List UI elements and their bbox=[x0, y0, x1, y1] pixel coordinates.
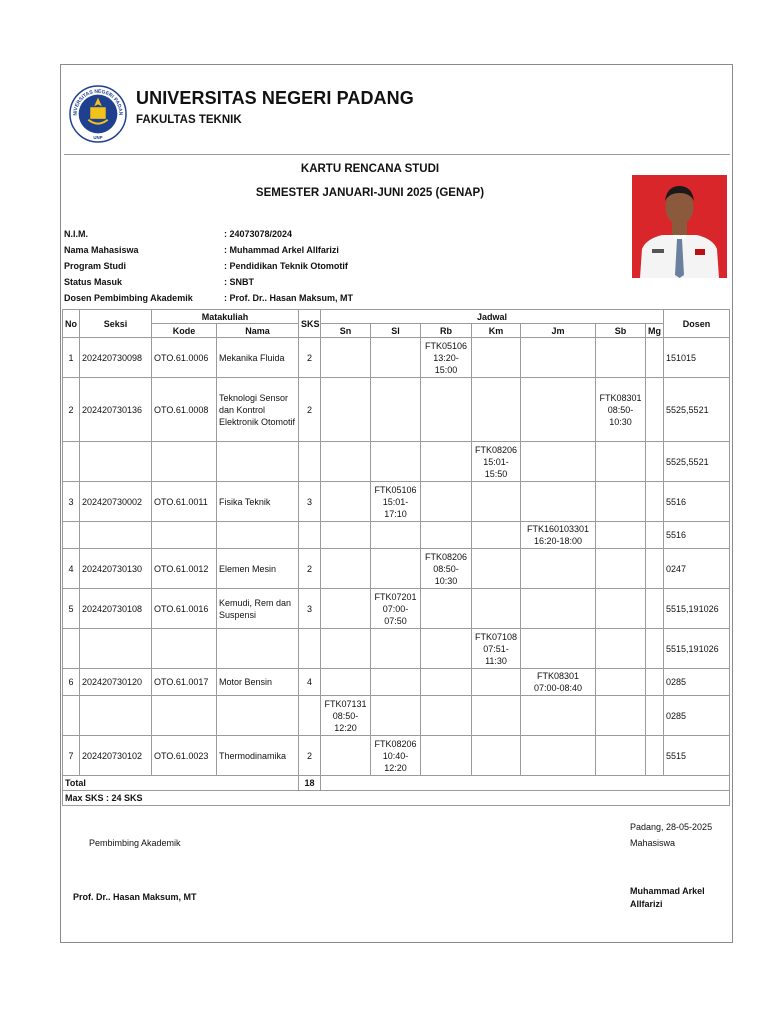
cell-schedule bbox=[596, 736, 646, 776]
table-row bbox=[63, 338, 730, 378]
cell-schedule bbox=[596, 482, 646, 522]
identity-value: : 24073078/2024 bbox=[224, 229, 293, 239]
cell-dosen: 0285 bbox=[664, 696, 730, 736]
cell-kode: OTO.61.0023 bbox=[152, 736, 217, 776]
cell-schedule bbox=[421, 522, 472, 549]
cell-kode: OTO.61.0011 bbox=[152, 482, 217, 522]
cell-schedule bbox=[596, 629, 646, 669]
advisor-name: Prof. Dr.. Hasan Maksum, MT bbox=[73, 892, 197, 902]
student-role: Mahasiswa bbox=[630, 838, 676, 848]
table-row bbox=[63, 378, 730, 442]
course-table bbox=[62, 309, 730, 806]
cell-schedule bbox=[472, 549, 521, 589]
table-subheader-row bbox=[63, 324, 730, 338]
cell-nama bbox=[217, 522, 299, 549]
cell-sks: 3 bbox=[299, 589, 321, 629]
cell-schedule: FTK08206 10:40-12:20 bbox=[371, 736, 421, 776]
cell-seksi: 202420730108 bbox=[80, 589, 152, 629]
cell-schedule bbox=[472, 589, 521, 629]
university-name: UNIVERSITAS NEGERI PADANG bbox=[136, 88, 414, 108]
cell-schedule bbox=[321, 482, 371, 522]
col-day: Rb bbox=[421, 324, 472, 338]
cell-kode: OTO.61.0016 bbox=[152, 589, 217, 629]
cell-schedule: FTK08206 15:01-15:50 bbox=[472, 442, 521, 482]
cell-schedule bbox=[472, 669, 521, 696]
cell-schedule bbox=[371, 378, 421, 442]
cell-schedule bbox=[472, 338, 521, 378]
cell-schedule bbox=[421, 629, 472, 669]
identity-label: N.I.M. bbox=[64, 229, 88, 239]
cell-schedule bbox=[472, 696, 521, 736]
cell-dosen: 5525,5521 bbox=[664, 378, 730, 442]
col-day: Jm bbox=[521, 324, 596, 338]
cell-seksi: 202420730102 bbox=[80, 736, 152, 776]
cell-nama bbox=[217, 696, 299, 736]
cell-kode bbox=[152, 696, 217, 736]
col-nama: Nama bbox=[217, 324, 299, 338]
total-label: Total bbox=[63, 776, 299, 791]
cell-schedule bbox=[521, 482, 596, 522]
cell-nama: Teknologi Sensor dan Kontrol Elektronik Otomotif bbox=[217, 378, 299, 442]
cell-sks: 2 bbox=[299, 736, 321, 776]
cell-schedule bbox=[596, 338, 646, 378]
cell-schedule bbox=[646, 736, 664, 776]
cell-seksi: 202420730098 bbox=[80, 338, 152, 378]
cell-sks: 3 bbox=[299, 482, 321, 522]
cell-kode bbox=[152, 522, 217, 549]
cell-schedule bbox=[521, 736, 596, 776]
cell-dosen: 5525,5521 bbox=[664, 442, 730, 482]
cell-dosen: 5515,191026 bbox=[664, 629, 730, 669]
table-row bbox=[63, 736, 730, 776]
table-row bbox=[63, 482, 730, 522]
cell-schedule bbox=[371, 522, 421, 549]
cell-schedule bbox=[321, 549, 371, 589]
cell-schedule bbox=[646, 378, 664, 442]
cell-schedule bbox=[472, 482, 521, 522]
cell-seksi bbox=[80, 522, 152, 549]
logo-text: NIVERSITAS NEGERI PADAN bbox=[72, 88, 124, 116]
cell-schedule bbox=[646, 338, 664, 378]
cell-schedule bbox=[321, 442, 371, 482]
cell-schedule bbox=[646, 589, 664, 629]
cell-schedule bbox=[421, 589, 472, 629]
cell-dosen: 5516 bbox=[664, 482, 730, 522]
cell-schedule bbox=[321, 669, 371, 696]
cell-schedule bbox=[472, 378, 521, 442]
max-sks: Max SKS : 24 SKS bbox=[63, 791, 730, 806]
cell-schedule bbox=[371, 696, 421, 736]
col-matakuliah: Matakuliah bbox=[152, 310, 299, 324]
col-sks: SKS bbox=[299, 310, 321, 338]
cell-schedule bbox=[321, 338, 371, 378]
cell-schedule bbox=[371, 629, 421, 669]
col-day: Km bbox=[472, 324, 521, 338]
cell-seksi bbox=[80, 629, 152, 669]
cell-schedule bbox=[646, 549, 664, 589]
advisor-role: Pembimbing Akademik bbox=[89, 838, 181, 848]
table-row bbox=[63, 522, 730, 549]
identity-value: : SNBT bbox=[224, 277, 254, 287]
identity-label: Status Masuk bbox=[64, 277, 123, 287]
cell-sks bbox=[299, 442, 321, 482]
student-name-line-2: Allfarizi bbox=[630, 899, 663, 909]
cell-schedule bbox=[596, 442, 646, 482]
cell-kode bbox=[152, 629, 217, 669]
cell-schedule bbox=[521, 442, 596, 482]
col-seksi: Seksi bbox=[80, 310, 152, 338]
cell-schedule bbox=[472, 522, 521, 549]
identity-value: : Pendidikan Teknik Otomotif bbox=[224, 261, 348, 271]
cell-schedule bbox=[596, 549, 646, 589]
cell-seksi: 202420730130 bbox=[80, 549, 152, 589]
cell-schedule bbox=[521, 696, 596, 736]
cell-schedule bbox=[646, 442, 664, 482]
cell-no bbox=[63, 696, 80, 736]
cell-schedule: FTK07108 07:51-11:30 bbox=[472, 629, 521, 669]
cell-no bbox=[63, 522, 80, 549]
total-filler bbox=[321, 776, 730, 791]
cell-schedule: FTK05106 15:01-17:10 bbox=[371, 482, 421, 522]
cell-sks bbox=[299, 696, 321, 736]
cell-schedule bbox=[596, 696, 646, 736]
cell-schedule: FTK05106 13:20-15:00 bbox=[421, 338, 472, 378]
table-row bbox=[63, 629, 730, 669]
cell-no bbox=[63, 629, 80, 669]
cell-no: 7 bbox=[63, 736, 80, 776]
cell-schedule bbox=[371, 549, 421, 589]
cell-dosen: 5515,191026 bbox=[664, 589, 730, 629]
cell-seksi bbox=[80, 696, 152, 736]
col-jadwal: Jadwal bbox=[321, 310, 664, 324]
cell-schedule: FTK07131 08:50-12:20 bbox=[321, 696, 371, 736]
cell-dosen: 0285 bbox=[664, 669, 730, 696]
cell-nama: Motor Bensin bbox=[217, 669, 299, 696]
cell-kode: OTO.61.0008 bbox=[152, 378, 217, 442]
cell-no bbox=[63, 442, 80, 482]
cell-schedule bbox=[421, 696, 472, 736]
cell-schedule bbox=[321, 736, 371, 776]
max-sks-row bbox=[63, 791, 730, 806]
table-row bbox=[63, 669, 730, 696]
cell-schedule bbox=[596, 589, 646, 629]
cell-schedule bbox=[371, 338, 421, 378]
cell-sks: 2 bbox=[299, 338, 321, 378]
identity-label: Program Studi bbox=[64, 261, 127, 271]
cell-no: 3 bbox=[63, 482, 80, 522]
col-kode: Kode bbox=[152, 324, 217, 338]
table-row bbox=[63, 442, 730, 482]
cell-nama bbox=[217, 629, 299, 669]
cell-no: 6 bbox=[63, 669, 80, 696]
cell-schedule bbox=[421, 378, 472, 442]
cell-schedule bbox=[521, 338, 596, 378]
col-day: Sb bbox=[596, 324, 646, 338]
cell-dosen: 5515 bbox=[664, 736, 730, 776]
header-divider bbox=[64, 154, 730, 155]
identity-label: Dosen Pembimbing Akademik bbox=[64, 293, 193, 303]
col-day: Mg bbox=[646, 324, 664, 338]
cell-schedule: FTK08206 08:50-10:30 bbox=[421, 549, 472, 589]
cell-dosen: 0247 bbox=[664, 549, 730, 589]
cell-schedule bbox=[321, 589, 371, 629]
cell-nama: Kemudi, Rem dan Suspensi bbox=[217, 589, 299, 629]
cell-schedule bbox=[646, 482, 664, 522]
cell-no: 4 bbox=[63, 549, 80, 589]
student-photo bbox=[632, 175, 727, 278]
cell-kode: OTO.61.0012 bbox=[152, 549, 217, 589]
table-row bbox=[63, 589, 730, 629]
cell-schedule bbox=[521, 549, 596, 589]
cell-schedule bbox=[472, 736, 521, 776]
col-no: No bbox=[63, 310, 80, 338]
cell-schedule bbox=[421, 482, 472, 522]
cell-schedule bbox=[596, 522, 646, 549]
document-title: KARTU RENCANA STUDI bbox=[300, 163, 440, 175]
cell-nama: Elemen Mesin bbox=[217, 549, 299, 589]
place-date: Padang, 28-05-2025 bbox=[630, 822, 713, 832]
logo-sub: UNP bbox=[93, 135, 103, 141]
cell-no: 5 bbox=[63, 589, 80, 629]
cell-schedule bbox=[321, 522, 371, 549]
table-row bbox=[63, 549, 730, 589]
cell-schedule: FTK08301 08:50-10:30 bbox=[596, 378, 646, 442]
cell-sks: 4 bbox=[299, 669, 321, 696]
col-dosen: Dosen bbox=[664, 310, 730, 338]
cell-seksi: 202420730120 bbox=[80, 669, 152, 696]
faculty-name: FAKULTAS TEKNIK bbox=[136, 114, 242, 126]
cell-seksi: 202420730002 bbox=[80, 482, 152, 522]
cell-nama: Thermodinamika bbox=[217, 736, 299, 776]
university-logo bbox=[69, 85, 127, 143]
cell-sks: 2 bbox=[299, 378, 321, 442]
cell-schedule bbox=[371, 442, 421, 482]
cell-schedule bbox=[646, 669, 664, 696]
cell-no: 2 bbox=[63, 378, 80, 442]
cell-kode: OTO.61.0006 bbox=[152, 338, 217, 378]
cell-nama: Mekanika Fluida bbox=[217, 338, 299, 378]
total-sks: 18 bbox=[299, 776, 321, 791]
cell-schedule bbox=[521, 629, 596, 669]
total-row bbox=[63, 776, 730, 791]
semester-title: SEMESTER JANUARI-JUNI 2025 (GENAP) bbox=[255, 187, 485, 199]
cell-dosen: 5516 bbox=[664, 522, 730, 549]
cell-nama: Fisika Teknik bbox=[217, 482, 299, 522]
cell-schedule: FTK08301 07:00-08:40 bbox=[521, 669, 596, 696]
cell-schedule bbox=[646, 696, 664, 736]
student-name-line-1: Muhammad Arkel bbox=[630, 886, 705, 896]
cell-schedule bbox=[646, 522, 664, 549]
cell-sks bbox=[299, 522, 321, 549]
cell-schedule bbox=[371, 669, 421, 696]
cell-nama bbox=[217, 442, 299, 482]
cell-schedule bbox=[421, 442, 472, 482]
identity-value: : Prof. Dr.. Hasan Maksum, MT bbox=[224, 293, 354, 303]
cell-schedule bbox=[321, 629, 371, 669]
identity-label: Nama Mahasiswa bbox=[64, 245, 139, 255]
table-header-row bbox=[63, 310, 730, 324]
cell-sks: 2 bbox=[299, 549, 321, 589]
col-day: Sl bbox=[371, 324, 421, 338]
cell-schedule bbox=[646, 629, 664, 669]
cell-schedule: FTK160103301 16:20-18:00 bbox=[521, 522, 596, 549]
cell-kode bbox=[152, 442, 217, 482]
col-day: Sn bbox=[321, 324, 371, 338]
cell-dosen: 151015 bbox=[664, 338, 730, 378]
cell-schedule: FTK07201 07:00-07:50 bbox=[371, 589, 421, 629]
identity-value: : Muhammad Arkel Allfarizi bbox=[224, 245, 339, 255]
cell-seksi bbox=[80, 442, 152, 482]
cell-schedule bbox=[421, 736, 472, 776]
cell-kode: OTO.61.0017 bbox=[152, 669, 217, 696]
cell-schedule bbox=[596, 669, 646, 696]
cell-schedule bbox=[321, 378, 371, 442]
cell-seksi: 202420730136 bbox=[80, 378, 152, 442]
cell-schedule bbox=[521, 589, 596, 629]
cell-sks bbox=[299, 629, 321, 669]
cell-no: 1 bbox=[63, 338, 80, 378]
cell-schedule bbox=[521, 378, 596, 442]
table-row bbox=[63, 696, 730, 736]
cell-schedule bbox=[421, 669, 472, 696]
course-table-body bbox=[63, 338, 730, 776]
